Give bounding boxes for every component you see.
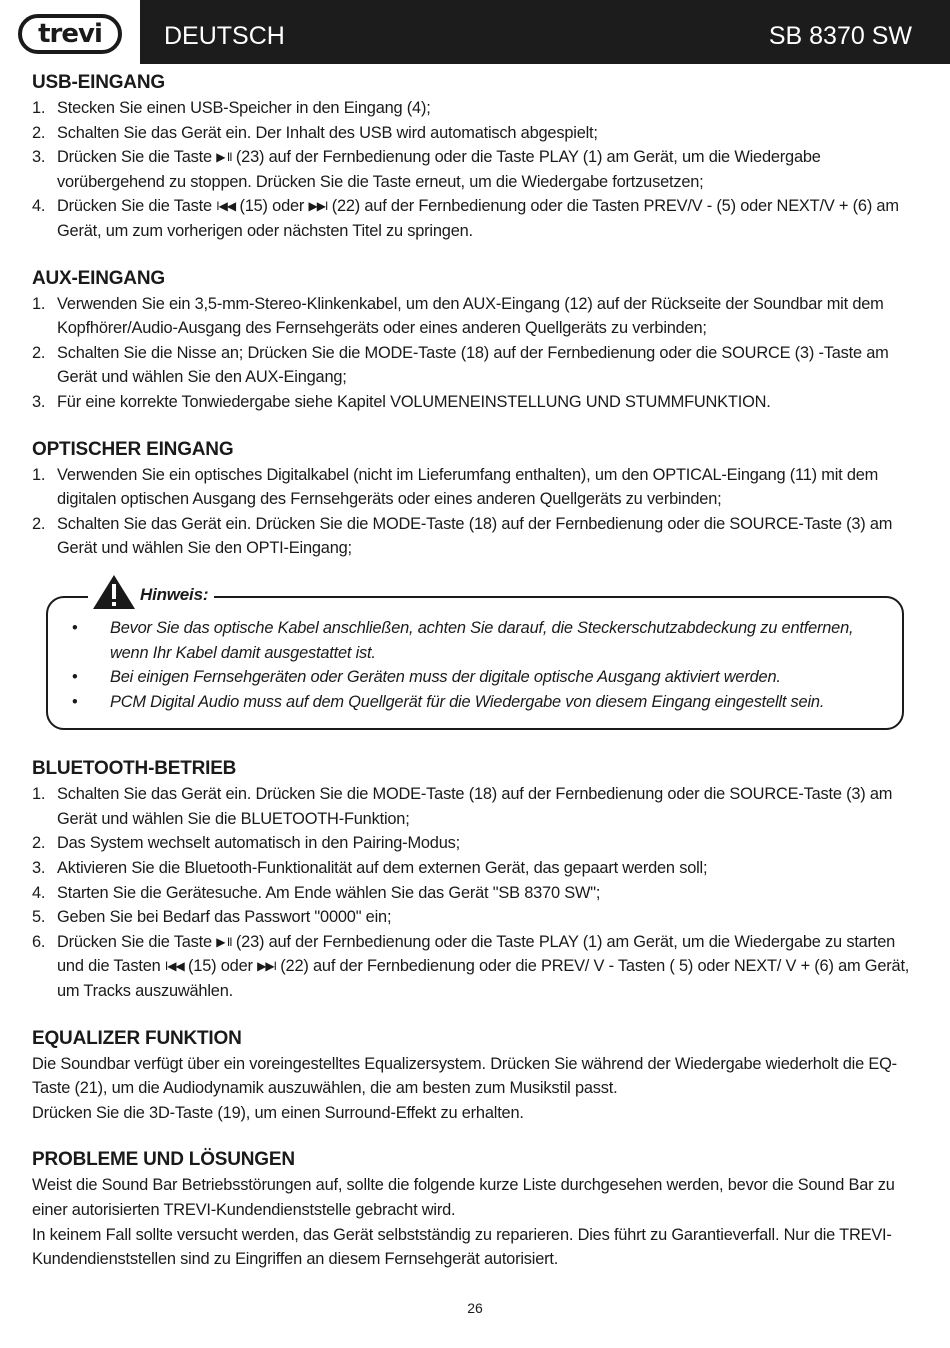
warning-icon [92, 574, 136, 610]
aux-steps [32, 292, 918, 415]
list-item: 6. Drücken Sie die Taste ▶ II (23) auf der Fernbedienung oder die Taste PLAY (1) am Gerät, um die Wiedergabe zu starten und die Tasten I◀◀ (15) oder ▶▶I (22) auf der Fernbedienung oder die PREV/ V - Tasten ( 5) oder NEXT/ V + (6) am Gerät, um Tracks auszuwählen. [32, 930, 918, 1004]
list-item: • PCM Digital Audio muss auf dem Quellgerät für die Wiedergabe von diesem Eingang eingestellt sein. [72, 690, 884, 715]
list-item: 2. Schalten Sie das Gerät ein. Drücken Sie die MODE-Taste (18) auf der Fernbedienung oder die SOURCE-Taste (3) am Gerät und wählen Sie den OPTI-Eingang; [32, 514, 893, 558]
list-item: 2. Schalten Sie das Gerät ein. Der Inhalt des USB wird automatisch abgespielt; [32, 123, 598, 142]
note-title: Hinweis: [140, 585, 209, 605]
list-item: 1. Stecken Sie einen USB-Speicher in den Eingang (4); [32, 99, 431, 117]
bluetooth-steps [32, 782, 918, 1003]
next-track-icon: ▶▶I [257, 959, 276, 974]
previous-track-icon: I◀◀ [164, 959, 184, 974]
list-item: 1. Verwenden Sie ein 3,5-mm-Stereo-Klinkenkabel, um den AUX-Eingang (12) auf der Rückseite der Soundbar mit dem Kopfhörer/Audio-Ausgang des Fernsehgeräts oder eines anderen Quellgeräts zu verbinden; [32, 294, 884, 338]
bullet: • [72, 692, 78, 711]
paragraph: Die Soundbar verfügt über ein voreingestelltes Equalizersystem. Drücken Sie während der Wiedergabe wiederholt die EQ-Taste (21), um die Audiodynamik auszuwählen, die am besten zum Musikstil passt. [32, 1054, 897, 1098]
trevi-logo: trevi [18, 14, 122, 54]
section-title-usb: USB-EINGANG [32, 72, 165, 93]
list-item: 2. Das System wechselt automatisch in den Pairing-Modus; [32, 834, 460, 853]
section-title-bluetooth: BLUETOOTH-BETRIEB [32, 758, 237, 780]
bullet: • [72, 618, 78, 637]
list-item: • Bevor Sie das optische Kabel anschließen, achten Sie darauf, die Steckerschutzabdeckung zu entfernen, wenn Ihr Kabel damit ausgestattet ist. [72, 616, 884, 665]
list-item: 4. Starten Sie die Gerätesuche. Am Ende wählen Sie das Gerät "SB 8370 SW"; [32, 883, 601, 902]
section-title-problems: PROBLEME UND LÖSUNGEN [32, 1149, 295, 1171]
paragraph: Weist die Sound Bar Betriebsstörungen auf, sollte die folgende kurze Liste durchgesehen werden, bevor die Sound Bar zu einer autorisierten TREVI-Kundendienststelle gebracht wird. [32, 1176, 895, 1219]
list-item: 3. Für eine korrekte Tonwiedergabe siehe Kapitel VOLUMENEINSTELLUNG UND STUMMFUNKTION. [32, 392, 771, 411]
optical-steps [32, 463, 918, 561]
paragraph: In keinem Fall sollte versucht werden, das Gerät selbstständig zu reparieren. Dies führt zu Garantieverfall. Nur die TREVI-Kundendienststellen sind zu Eingriffen an diesem Fernsehgerät autorisiert. [32, 1225, 892, 1269]
section-title-optical: OPTISCHER EINGANG [32, 438, 234, 460]
list-item: 5. Geben Sie bei Bedarf das Passwort "0000" ein; [32, 908, 392, 927]
paragraph: Drücken Sie die 3D-Taste (19), um einen Surround-Effekt zu erhalten. [32, 1103, 524, 1122]
section-title-equalizer: EQUALIZER FUNKTION [32, 1027, 242, 1049]
play-pause-icon: ▶ II [216, 150, 232, 165]
play-pause-icon: ▶ II [216, 934, 232, 949]
list-item: 2. Schalten Sie die Nisse an; Drücken Sie die MODE-Taste (18) auf der Fernbedienung oder die SOURCE (3) -Taste am Gerät und wählen Sie den AUX-Eingang; [32, 343, 889, 387]
list-item: 3. Aktivieren Sie die Bluetooth-Funktionalität auf dem externen Gerät, das gepaart werden soll; [32, 859, 708, 878]
note-box [46, 585, 904, 730]
section-title-aux: AUX-EINGANG [32, 267, 165, 289]
list-item: 4. Drücken Sie die Taste I◀◀ (15) oder ▶▶I (22) auf der Fernbedienung oder die Tasten PREV/V - (5) oder NEXT/V + (6) am Gerät, um zum vorherigen oder nächsten Titel zu springen. [32, 194, 918, 243]
list-item: 1. Verwenden Sie ein optisches Digitalkabel (nicht im Lieferumfang enthalten), um den OPTICAL-Eingang (11) mit dem digitalen optischen Ausgang des Fernsehgeräts oder eines anderen Quellgeräts zu verbinden; [32, 465, 879, 509]
bullet: • [72, 668, 78, 687]
usb-steps [32, 96, 918, 244]
page-content [32, 70, 918, 1272]
next-track-icon: ▶▶I [308, 199, 328, 214]
model-label: SB 8370 SW [768, 22, 912, 50]
header-bar [140, 0, 950, 64]
note-list [72, 616, 884, 714]
list-item: • Bei einigen Fernsehgeräten oder Geräten muss der digitale optische Ausgang aktiviert werden. [72, 665, 884, 690]
note-header [88, 574, 214, 610]
page-header [0, 0, 950, 64]
previous-track-icon: I◀◀ [216, 199, 236, 214]
page-number: 26 [467, 1300, 483, 1316]
list-item: 3. Drücken Sie die Taste ▶ II (23) auf der Fernbedienung oder die Taste PLAY (1) am Gerät, um die Wiedergabe vorübergehend zu stoppen. Drücken Sie die Taste erneut, um die Wiedergabe fortzusetzen; [32, 145, 918, 194]
language-label: DEUTSCH [164, 22, 285, 50]
list-item: 1. Schalten Sie das Gerät ein. Drücken Sie die MODE-Taste (18) auf der Fernbedienung oder die SOURCE-Taste (3) am Gerät und wählen Sie die BLUETOOTH-Funktion; [32, 785, 893, 828]
logo-area [0, 0, 140, 64]
